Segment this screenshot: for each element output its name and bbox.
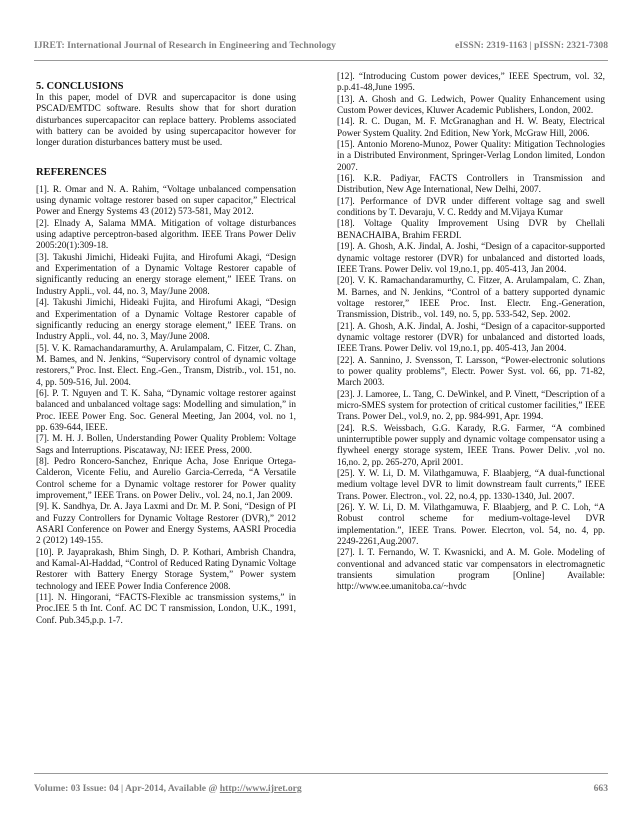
references-heading: REFERENCES (36, 166, 107, 178)
reference-item: [4]. Takushi Jimichi, Hideaki Fujita, and Hirofumi Akagi, “Design and Experimentation of a Dynamic Voltage Restorer capable of significantly reducing an energy storage element,” IEEE Trans. on Industry Appli., vol. 44, no. 3, May/June 2008. (36, 298, 296, 343)
reference-item: [6]. P. T. Nguyen and T. K. Saha, “Dynamic voltage restorer against balanced and unbalanced voltage sags: Modelling and simulation,” in Proc. IEEE Power Eng. Soc. General Meeting, Jan 2004, vol. no 1, pp. 639-644, IEEE. (36, 388, 296, 433)
reference-item: [1]. R. Omar and N. A. Rahim, “Voltage unbalanced compensation using dynamic voltage restorer based on super capacitor,” Electrical Power and Energy Systems 43 (2012) 573-581, May 2012. (36, 184, 296, 218)
reference-item: [10]. P. Jayaprakash, Bhim Singh, D. P. Kothari, Ambrish Chandra, and Kamal-Al-Haddad, “Control of Reduced Rating Dynamic Voltage Restorer with Battery Energy Storage System,” Power system technology and IEEE Power India Conference 2008. (36, 547, 296, 592)
footer-issue (34, 783, 302, 794)
reference-item: [8]. Pedro Roncero-Sanchez, Enrique Acha, Jose Enrique Ortega-Calderon, Vicente Feliu, and Aurelio Garcia-Cerreda, “A Versatile Control scheme for a Dynamic voltage restorer for Power quality improvement,” IEEE Trans. on Power Deliv., vol. 24, no.1, Jan 2009. (36, 456, 296, 501)
reference-item: [22]. A. Sannino, J. Svensson, T. Larsson, “Power-electronic solutions to power quality problems”, Electr. Power Syst. vol. 66, pp. 71-82, March 2003. (337, 355, 605, 389)
reference-item: [11]. N. Hingorani, “FACTS-Flexible ac transmission systems,” in Proc.IEE 5 th Int. Conf. AC DC T ransmission, London, U.K., 1991, Conf. Pub.345,p.p. 1-7. (36, 593, 296, 626)
references-list-right (337, 72, 605, 594)
issue-info: Volume: 03 Issue: 04 | Apr-2014, Available @ (34, 783, 218, 794)
journal-link[interactable]: http://www.ijret.org (219, 783, 302, 794)
page-number: 663 (593, 783, 608, 794)
header-divider (34, 60, 608, 61)
reference-item: [19]. A. Ghosh, A.K. Jindal, A. Joshi, “Design of a capacitor-supported dynamic voltage restorer (DVR) for unbalanced and distorted loads, IEEE Trans. Power Deliv. vol 19,no.1, pp. 405-413, Jan 2004. (337, 242, 605, 275)
conclusions-text: In this paper, model of DVR and supercapacitor is done using PSCAD/EMTDC software. Results show that for short duration disturbances supercapacitor can replace battery. Problems associated with battery can be avoided by using supercapacitor however for longer duration disturbances battery must be used. (36, 93, 296, 149)
reference-item: [20]. V. K. Ramachandaramurthy, C. Fitzer, A. Arulampalam, C. Zhan, M. Barnes, and N. Jenkins, “Control of a battery supported dynamic voltage restorer,” IEEE Proc. Inst. Electr. Eng.-Generation, Transmission, Distrib., vol. 149, no. 5, pp. 533-542, Sep. 2002. (337, 276, 605, 321)
reference-item: [12]. “Introducing Custom power devices,” IEEE Spectrum, vol. 32, p.p.41-48,June 1995. (337, 72, 605, 94)
references-list-left (36, 185, 296, 627)
reference-item: [2]. Elnady A, Salama MMA. Mitigation of voltage disturbances using adaptive perceptron-based algorithm. IEEE Trans Power Deliv 2005:20(1):309-18. (36, 218, 296, 252)
reference-item: [25]. Y. W. Li, D. M. Vilathgamuwa, F. Blaabjerg, “A dual-functional medium voltage level DVR to limit downstream fault currents,” IEEE Trans. Power. Electron., vol. 22, no.4, pp. 1330-1340, Jul. 2007. (337, 469, 605, 502)
reference-item: [15]. Antonio Moreno-Munoz, Power Quality: Mitigation Technologies in a Distributed Environment, Springer-Verlag London limited, London 2007. (337, 140, 605, 173)
reference-item: [17]. Performance of DVR under different voltage sag and swell conditions by T. Devaraju, V. C. Reddy and M.Vijaya Kumar (337, 196, 605, 219)
reference-item: [24]. R.S. Weissbach, G.G. Karady, R.G. Farmer, “A combined uninterruptible power supply and dynamic voltage compensator using a flywheel energy storage system, IEEE Trans. Power Deliv. ,vol no. 16,no. 2, pp. 265-270, April 2001. (337, 423, 605, 468)
page-footer (34, 783, 608, 794)
reference-item: [23]. J. Lamoree, L. Tang, C. DeWinkel, and P. Vinett, “Description of a micro-SMES system for protection of critical customer facilities,” IEEE Trans. Power Del., vol.9, no. 2, pp. 984-991, Apr. 1994. (337, 389, 605, 423)
page-header (34, 40, 608, 51)
reference-item: [26]. Y. W. Li, D. M. Vilathgamuwa, F. Blaabjerg, and P. C. Loh, “A Robust control scheme for medium-voltage-level DVR implementation.”, IEEE Trans. Power. Elecrton, vol. 54, no. 4, pp. 2249-2261,Aug.2007. (337, 503, 605, 548)
reference-item: [13]. A. Ghosh and G. Ledwich, Power Quality Enhancement using Custom Power devices, Kluwer Academic Publishers, London, 2002. (337, 94, 605, 117)
right-column (337, 72, 605, 594)
reference-item: [5]. V. K. Ramachandaramurthy, A. Arulampalam, C. Fitzer, C. Zhan, M. Bames, and N. Jenkins, “Supervisory control of dynamic voltage restorers,” Proc. Inst. Elect. Eng.-Gen., Transm, Distrib., vol. 151, no. 4, pp. 509-516, Jul. 2004. (36, 343, 296, 388)
journal-title: IJRET: International Journal of Research in Engineering and Technology (34, 40, 336, 51)
reference-item: [21]. A. Ghosh, A.K. Jindal, A. Joshi, “Design of a capacitor-supported dynamic voltage restorer (DVR) for unbalanced and distorted loads, IEEE Trans. Power Deliv. vol 19,no.1, pp. 405-413, Jan 2004. (337, 321, 605, 355)
reference-item: [9]. K. Sandhya, Dr. A. Jaya Laxmi and Dr. M. P. Soni, “Design of PI and Fuzzy Controllers for Dynamic Voltage Restorer (DVR),” 2012 ASARI Conference on Power and Energy Systems, AASRI Procedia 2 (2012) 149-155. (36, 502, 296, 547)
reference-item: [18]. Voltage Quality Improvement Using DVR by Chellali BENACHAIBA, Brahim FERDI. (337, 219, 605, 241)
footer-divider (34, 773, 608, 774)
reference-item: [14]. R. C. Dugan, M. F. McGranaghan and H. W. Beaty, Electrical Power System Quality. 2nd Edition, New York, McGraw Hill, 2006. (337, 117, 605, 139)
reference-item: [27]. I. T. Fernando, W. T. Kwasnicki, and A. M. Gole. Modeling of conventional and advanced static var compensators in electromagnetic transients simulation program [Online] Available: http://www.ee.umanitoba.ca/~hvdc (337, 548, 605, 593)
reference-item: [3]. Takushi Jimichi, Hideaki Fujita, and Hirofumi Akagi, “Design and Experimentation of a Dynamic Voltage Restorer capable of significantly reducing an energy storage element,” IEEE Trans. on Industry Appli., vol. 44, no. 3, May/June 2008. (36, 252, 296, 297)
reference-item: [7]. M. H. J. Bollen, Understanding Power Quality Problem: Voltage Sags and Interruptions. Piscataway, NJ: IEEE Press, 2000. (36, 434, 296, 456)
conclusions-heading: 5. CONCLUSIONS (36, 81, 124, 92)
left-column (36, 80, 296, 627)
reference-item: [16]. K.R. Padiyar, FACTS Controllers in Transmission and Distribution, New Age International, New Delhi, 2007. (337, 174, 605, 196)
issn-info: eISSN: 2319-1163 | pISSN: 2321-7308 (455, 40, 608, 51)
